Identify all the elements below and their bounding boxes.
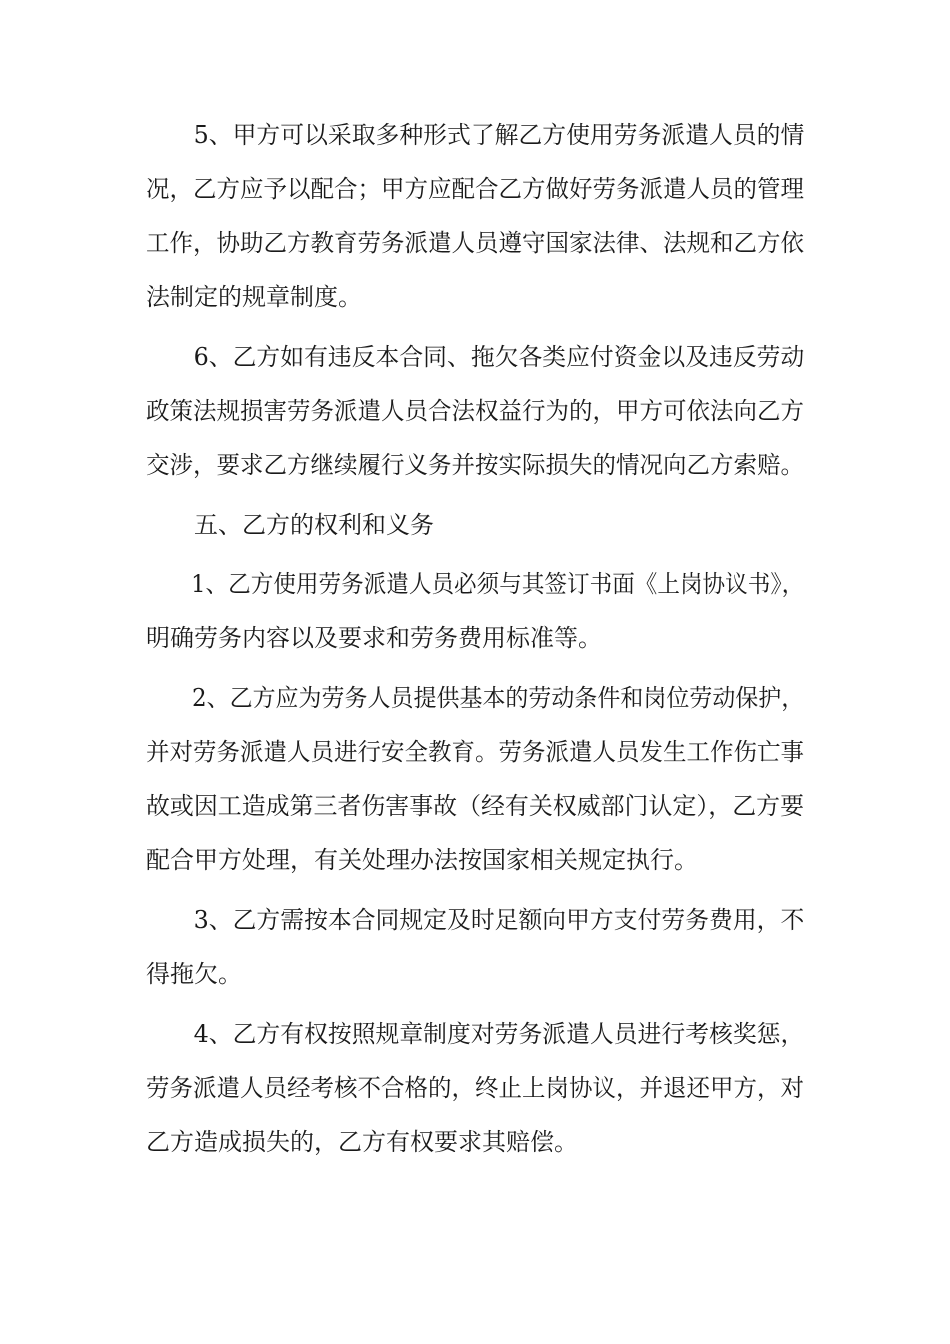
paragraph-line: 3、乙方需按本合同规定及时足额向甲方支付劳务费用，不 [146,906,805,934]
paragraph-line: 工作，协助乙方教育劳务派遣人员遵守国家法律、法规和乙方依 [146,229,805,257]
paragraph-line: 故或因工造成第三者伤害事故（经有关权威部门认定），乙方要 [146,792,805,820]
paragraph-line: 政策法规损害劳务派遣人员合法权益行为的，甲方可依法向乙方 [146,397,805,425]
paragraph-line: 2、乙方应为劳务人员提供基本的劳动条件和岗位劳动保护， [146,684,805,712]
paragraph-line: 交涉，要求乙方继续履行义务并按实际损失的情况向乙方索赔。 [146,451,805,479]
paragraph-line: 明确劳务内容以及要求和劳务费用标准等。 [146,624,602,652]
paragraph-line: 乙方造成损失的，乙方有权要求其赔偿。 [146,1128,578,1156]
paragraph-line: 得拖欠。 [146,960,242,988]
paragraph-line: 并对劳务派遣人员进行安全教育。劳务派遣人员发生工作伤亡事 [146,738,805,766]
paragraph-line: 劳务派遣人员经考核不合格的，终止上岗协议，并退还甲方，对 [146,1074,805,1102]
paragraph-line: 配合甲方处理，有关处理办法按国家相关规定执行。 [146,846,698,874]
paragraph-line: 5、甲方可以采取多种形式了解乙方使用劳务派遣人员的情 [146,121,805,149]
paragraph-line: 1、乙方使用劳务派遣人员必须与其签订书面《上岗协议书》， [146,570,805,598]
paragraph-line: 6、乙方如有违反本合同、拖欠各类应付资金以及违反劳动 [146,343,805,371]
paragraph-line: 4、乙方有权按照规章制度对劳务派遣人员进行考核奖惩， [146,1020,805,1048]
paragraph-line: 况，乙方应予以配合；甲方应配合乙方做好劳务派遣人员的管理 [146,175,805,203]
section-heading: 五、乙方的权利和义务 [146,511,434,539]
paragraph-line: 法制定的规章制度。 [146,283,362,311]
